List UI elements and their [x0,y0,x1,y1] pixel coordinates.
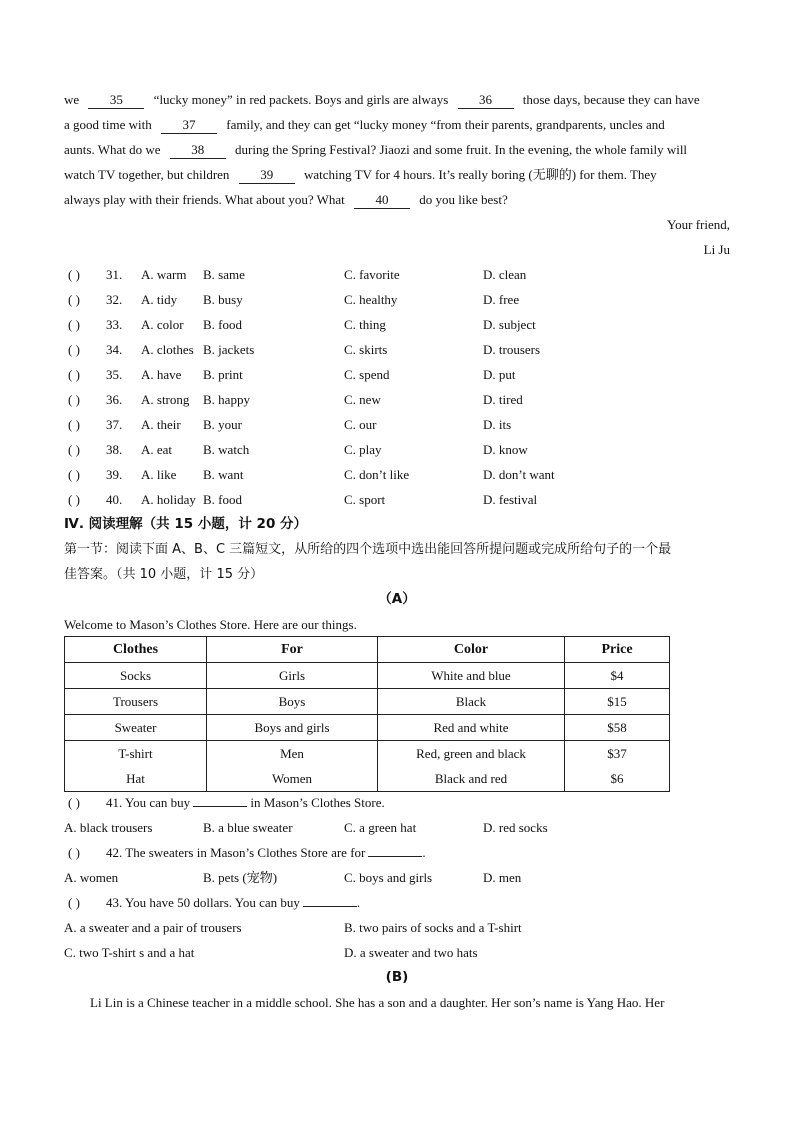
cell-line: Red, green and black [416,746,526,761]
question-number: 37. [106,417,123,432]
options-41 [64,815,744,840]
cell: $58 [565,715,670,741]
question-42 [64,840,744,865]
cell-line: Hat [126,771,145,786]
cloze-option-row [64,462,744,487]
cloze-option-row [64,337,744,362]
option-a: A. eat [141,442,173,457]
cell-line: Men [280,746,304,761]
cell: Red and white [378,715,565,741]
answer-paren[interactable]: ( ) [68,492,80,507]
question-text: 42. The sweaters in Mason’s Clothes Store are for [106,845,366,860]
option-a: A. a sweater and a pair of trousers [64,920,242,935]
cloze-option-row [64,262,744,287]
text: watching TV for 4 hours. It’s really boring (无聊的) for them. They [303,167,657,182]
blank-40: 40 [354,192,410,209]
text: do you like best? [419,192,508,207]
table-row [65,663,670,689]
cell: Trousers [65,689,207,715]
cell: $4 [565,663,670,689]
cell-merged [207,741,378,792]
option-c: C. our [344,417,377,432]
option-d: D. its [483,417,512,432]
cell: Black [378,689,565,715]
cell: Boys and girls [207,715,378,741]
option-c: C. healthy [344,292,398,307]
blank-35: 35 [88,92,144,109]
question-tail: . [422,845,426,860]
table-row [65,689,670,715]
option-c: C. a green hat [344,820,417,835]
option-d: D. don’t want [483,467,555,482]
options-43-row2 [64,940,744,965]
option-c: C. spend [344,367,390,382]
option-d: D. festival [483,492,538,507]
cloze-option-row [64,362,744,387]
cell: White and blue [378,663,565,689]
question-number: 38. [106,442,123,457]
section-heading: Ⅳ. 阅读理解（共 15 小题，计 20 分） [64,516,308,532]
answer-paren[interactable]: ( ) [68,795,80,810]
passage-line-3 [64,137,730,162]
letter-signature: Li Ju [703,242,730,257]
passage-line-4 [64,162,730,187]
cloze-option-row [64,487,744,512]
passage-line-5 [64,187,730,212]
option-a: A. have [141,367,182,382]
section-instruction-cont: 佳答案。（共 10 小题，计 15 分） [64,567,264,582]
option-d: D. put [483,367,516,382]
text: a good time with [64,117,152,132]
text: “lucky money” in red packets. Boys and girls are always [153,92,449,107]
question-number: 31. [106,267,123,282]
question-number: 34. [106,342,123,357]
question-tail: in Mason’s Clothes Store. [250,795,385,810]
answer-paren[interactable]: ( ) [68,367,80,382]
letter-closing: Your friend, [667,217,730,232]
option-a: A. clothes [141,342,194,357]
blank-37: 37 [161,117,217,134]
answer-paren[interactable]: ( ) [68,442,80,457]
option-a: A. warm [141,267,187,282]
option-c: C. thing [344,317,386,332]
cloze-option-row [64,287,744,312]
option-b: B. food [203,492,242,507]
question-number: 35. [106,367,123,382]
option-d: D. clean [483,267,527,282]
answer-blank [368,842,422,857]
option-b: B. happy [203,392,250,407]
question-number: 32. [106,292,123,307]
text: during the Spring Festival? Jiaozi and some fruit. In the evening, the whole family will [235,142,688,157]
answer-paren[interactable]: ( ) [68,467,80,482]
blank-39: 39 [239,167,295,184]
option-b: B. two pairs of socks and a T-shirt [344,920,522,935]
blank-36: 36 [458,92,514,109]
answer-paren[interactable]: ( ) [68,292,80,307]
option-c: C. skirts [344,342,388,357]
store-intro: Welcome to Mason’s Clothes Store. Here are our things. [64,617,357,632]
answer-blank [193,792,247,807]
text: always play with their friends. What about you? What [64,192,345,207]
answer-paren[interactable]: ( ) [68,342,80,357]
passage-b-first-line: Li Lin is a Chinese teacher in a middle school. She has a son and a daughter. Her son’s name is Yang Hao. Her [90,995,665,1010]
answer-blank [303,892,357,907]
header-for: For [207,637,378,663]
cell: Girls [207,663,378,689]
option-b: B. food [203,317,242,332]
option-c: C. two T-shirt s and a hat [64,945,195,960]
table-row-merged [65,741,670,792]
cloze-option-row [64,387,744,412]
cell-merged [565,741,670,792]
options-42 [64,865,744,890]
header-clothes: Clothes [65,637,207,663]
cell: Sweater [65,715,207,741]
option-b: B. pets (宠物) [203,870,278,885]
text: watch TV together, but children [64,167,230,182]
table-row [65,715,670,741]
option-a: A. women [64,870,119,885]
option-c: C. play [344,442,382,457]
header-price: Price [565,637,670,663]
question-number: 36. [106,392,123,407]
option-a: A. strong [141,392,190,407]
option-c: C. don’t like [344,467,410,482]
answer-paren[interactable]: ( ) [68,895,80,910]
option-b: B. watch [203,442,250,457]
cloze-option-row [64,312,744,337]
option-d: D. know [483,442,528,457]
cell-line: Black and red [434,771,508,786]
question-text: 43. You have 50 dollars. You can buy [106,895,300,910]
blank-38: 38 [170,142,226,159]
cell-line: Women [271,771,313,786]
option-a: A. tidy [141,292,178,307]
cell-merged [65,741,207,792]
option-c: C. sport [344,492,386,507]
cell: $15 [565,689,670,715]
option-d: D. a sweater and two hats [344,945,478,960]
option-a: A. black trousers [64,820,153,835]
text: we [64,92,80,107]
cell: Boys [207,689,378,715]
question-text: 41. You can buy [106,795,191,810]
cell-line: $6 [610,771,624,786]
option-c: C. favorite [344,267,400,282]
passage-b-label: (B) [385,969,409,985]
option-a: A. color [141,317,184,332]
answer-paren[interactable]: ( ) [68,417,80,432]
cloze-option-row [64,437,744,462]
option-b: B. your [203,417,242,432]
answer-paren[interactable]: ( ) [68,392,80,407]
section-instruction: 第一节：阅读下面 A、B、C 三篇短文，从所给的四个选项中选出能回答所提问题或完成所给句子的一个最 [64,542,672,557]
passage-line-1 [64,87,730,112]
cell-line: T-shirt [118,746,153,761]
question-tail: . [356,895,361,910]
option-d: D. trousers [483,342,541,357]
answer-paren[interactable]: ( ) [68,317,80,332]
cell-line: $37 [607,746,627,761]
option-d: D. red socks [483,820,548,835]
question-43 [64,890,744,915]
question-41 [64,790,744,815]
cell-merged [378,741,565,792]
clothes-table [64,636,670,792]
option-b: B. print [203,367,243,382]
text: those days, because they can have [522,92,700,107]
table-header-row [65,637,670,663]
answer-paren[interactable]: ( ) [68,267,80,282]
question-number: 33. [106,317,123,332]
question-number: 39. [106,467,123,482]
option-b: B. same [203,267,245,282]
passage-a-label: （A） [378,591,416,607]
option-b: B. want [203,467,244,482]
answer-paren[interactable]: ( ) [68,845,80,860]
cloze-option-row [64,412,744,437]
option-b: B. a blue sweater [203,820,293,835]
option-c: C. new [344,392,381,407]
question-number: 40. [106,492,123,507]
option-a: A. holiday [141,492,196,507]
header-color: Color [378,637,565,663]
option-c: C. boys and girls [344,870,433,885]
text: family, and they can get “lucky money “from their parents, grandparents, uncles and [226,117,665,132]
option-d: D. tired [483,392,523,407]
option-d: D. men [483,870,522,885]
cell: Socks [65,663,207,689]
option-b: B. jackets [203,342,255,357]
text: aunts. What do we [64,142,161,157]
options-43-row1 [64,915,744,940]
option-b: B. busy [203,292,243,307]
option-d: D. free [483,292,520,307]
option-d: D. subject [483,317,536,332]
option-a: A. like [141,467,177,482]
option-a: A. their [141,417,181,432]
passage-line-2 [64,112,730,137]
